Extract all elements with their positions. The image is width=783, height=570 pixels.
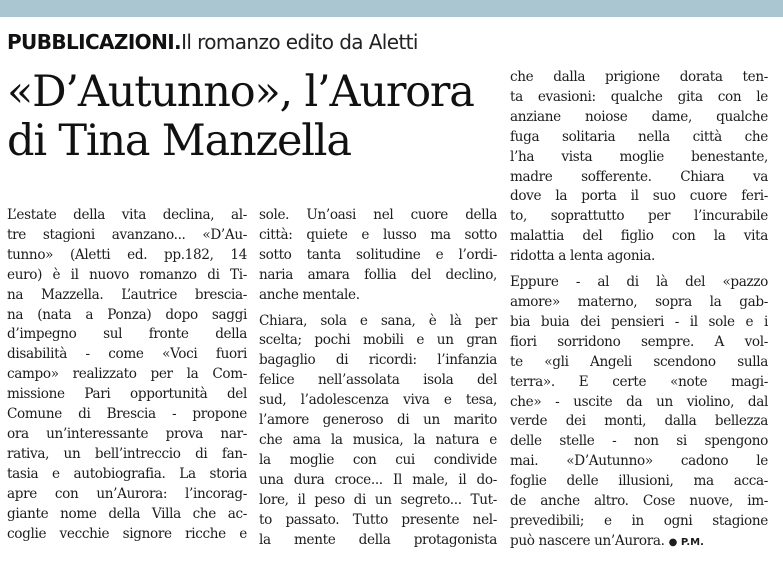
article-line: tasia e autobiografia. La storia xyxy=(7,465,247,482)
section-kicker xyxy=(7,30,418,54)
article-line: sud, l’adolescenza viva e tesa, xyxy=(259,392,497,409)
article-line: na Mazzella. L’autrice brescia- xyxy=(7,286,247,303)
article-column-2 xyxy=(259,206,497,550)
article-line: bia buia dei pensieri - il sole e i xyxy=(510,313,768,330)
kicker-subtitle: Il romanzo edito da Aletti xyxy=(181,30,418,54)
article-line: felice nell’assolata isola del xyxy=(259,372,497,389)
article-line: l’ha vista moglie benestante, xyxy=(510,148,768,165)
article-line: tre stagioni avanzano... «D’Au- xyxy=(7,226,247,243)
article-line: l’amore generoso di un marito xyxy=(259,412,497,429)
article-line: ridotta a lenta agonia. xyxy=(510,248,656,265)
article-line: naria amara follia del declino, xyxy=(259,266,497,283)
article-line: foglie delle illusioni, ma acca- xyxy=(510,473,768,490)
article-line: che ama la musica, la natura e xyxy=(259,431,497,448)
article-line: una dura croce... Il male, il do- xyxy=(259,471,497,488)
article-column-1 xyxy=(7,206,247,544)
article-line: anche mentale. xyxy=(259,286,360,303)
article-line: che» - uscite da un violino, dal xyxy=(510,393,768,410)
article-line: na (nata a Ponza) dopo saggi xyxy=(7,306,247,323)
article-line: fuga solitaria nella città che xyxy=(510,128,768,145)
article-line: città: quiete e lusso ma sotto xyxy=(259,226,497,243)
article-line: rativa, un bell’intreccio di fan- xyxy=(7,445,247,462)
article-line: scelta; pochi mobili e un gran xyxy=(259,332,497,349)
article-line: dove la porta il suo cuore feri- xyxy=(510,188,768,205)
article-line: delle stelle - non si spengono xyxy=(510,433,768,450)
article-line: L’estate della vita declina, al- xyxy=(7,207,247,223)
article-line: la mente della protagonista xyxy=(259,531,497,548)
article-line: to, soprattutto per l’incurabile xyxy=(510,208,768,225)
article-column-3 xyxy=(510,68,768,553)
article-line: anziane noiose dame, qualche xyxy=(510,108,768,125)
article-line: apre con un’Aurora: l’incorag- xyxy=(7,485,247,502)
article-line: bagaglio di ricordi: l’infanzia xyxy=(259,352,497,369)
headline-line-2: di Tina Manzella xyxy=(7,116,351,166)
article-line: terra». E certe «note magi- xyxy=(510,373,768,390)
article-line: malattia del figlio con la vita xyxy=(510,228,768,245)
article-line: tunno» (Aletti ed. pp.182, 14 xyxy=(7,246,247,263)
author-signature: ● P.M. xyxy=(668,536,704,548)
article-line: sotto tanta solitudine e l’ordi- xyxy=(259,246,497,263)
article-line: ta evasioni: qualche gita con le xyxy=(510,88,768,105)
article-line: sole. Un’oasi nel cuore della xyxy=(259,207,497,223)
article-line: missione Pari opportunità del xyxy=(7,386,247,403)
article-line: mai. «D’Autunno» cadono le xyxy=(510,453,768,470)
article-line: te «gli Angeli scendono sulla xyxy=(510,353,768,370)
headline-line-1: «D’Autunno», l’Aurora xyxy=(7,67,474,117)
article-line: Chiara, sola e sana, è là per xyxy=(259,312,497,329)
article-line: può nascere un’Aurora. xyxy=(510,532,665,549)
article-line: Comune di Brescia - propone xyxy=(7,406,247,423)
article-line: euro) è il nuovo romanzo di Ti- xyxy=(7,266,247,283)
headline xyxy=(7,68,507,166)
article-line: Eppure - al di là del «pazzo xyxy=(510,274,768,291)
article-last-line xyxy=(510,532,768,553)
article-line: campo» realizzato per la Com- xyxy=(7,366,247,383)
article-line: amore» materno, sopra la gab- xyxy=(510,293,768,310)
article-line: che dalla prigione dorata ten- xyxy=(510,69,768,85)
article-line: madre sofferente. Chiara va xyxy=(510,168,768,185)
article-line: ora un’interessante prova nar- xyxy=(7,425,247,442)
article-line: la moglie con cui condivide xyxy=(259,451,497,468)
article-line: de anche altro. Cose nuove, im- xyxy=(510,493,768,510)
article-line: prevedibili; e in ogni stagione xyxy=(510,512,768,529)
section-label: PUBBLICAZIONI. xyxy=(7,30,182,54)
article-line: giante nome della Villa che ac- xyxy=(7,505,247,522)
article-line: coglie vecchie signore ricche e xyxy=(7,525,247,542)
article-line: d’impegno sul fronte della xyxy=(7,326,247,343)
top-color-bar xyxy=(0,0,783,17)
article-line: to passato. Tutto presente nel- xyxy=(259,511,497,528)
article-line: lore, il peso di un segreto... Tut- xyxy=(259,491,497,508)
article-line: disabilità - come «Voci fuori xyxy=(7,346,247,363)
article-line: verde dei monti, dalla bellezza xyxy=(510,413,768,430)
article-line: fiori sorridono sempre. A vol- xyxy=(510,333,768,350)
